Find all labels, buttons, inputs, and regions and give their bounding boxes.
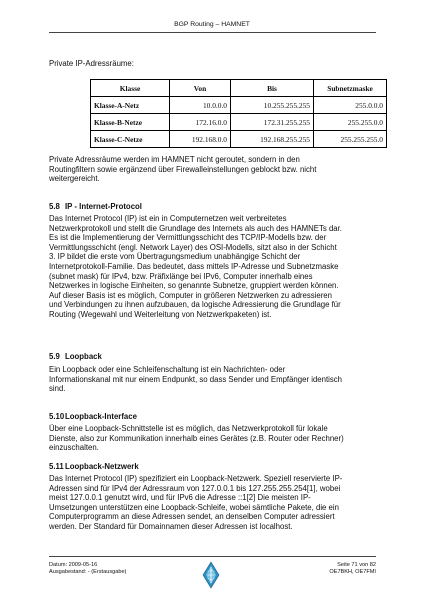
body-line: Internetprotokoll-Familie. Das bedeutet, dass mittels IP-Adresse und Subnetzmaske <box>49 261 339 271</box>
section-heading-5-9 <box>49 352 102 361</box>
section-body-5-9 <box>49 365 379 394</box>
body-line: Dienste, also zur Kommunikation innerhalb eines Gerätes (z.B. Router oder Rechner) <box>49 433 344 443</box>
table-intro-label: Private IP-Adressräume: <box>49 59 134 68</box>
footer-left <box>49 562 126 576</box>
body-line: Umsetzungen unterstützen eine Loopback-Schleife, wobei sämtliche Pakete, die ein <box>49 502 339 512</box>
table-cell-von: 172.16.0.0 <box>170 114 231 131</box>
body-line: und Verbindungen zu ihnen aufzubauen, da logische Adressierung die Grundlage für <box>49 300 341 310</box>
table-cell-klasse: Klasse-C-Netze <box>91 131 170 148</box>
table-cell-bis: 192.168.255.255 <box>231 131 314 148</box>
body-line: Vermittlungsschicht (engl. Network Layer) des OSI-Modells, sitzt also in der Schicht <box>49 242 337 252</box>
body-line: einzuschalten. <box>49 443 99 453</box>
section-body-5-8 <box>49 214 379 320</box>
body-line: (subnet mask) für IPv4, bzw. Präfixlänge bei IPv6, Computer innerhalb eines <box>49 271 313 281</box>
column-header-bis: Bis <box>231 80 314 97</box>
table-cell-von: 10.0.0.0 <box>170 97 231 114</box>
table-row <box>91 114 387 131</box>
section-title: Loopback-Interface <box>65 412 137 421</box>
private-ip-table <box>90 79 387 148</box>
table-cell-bis: 172.31.255.255 <box>231 114 314 131</box>
table-cell-subnetzmaske: 255.0.0.0 <box>314 97 387 114</box>
body-line: Das Internet Protocol (IP) spezifiziert ein Loopback-Netzwerk. Speziell reservierte IP- <box>49 474 343 483</box>
column-header-klasse: Klasse <box>91 80 170 97</box>
section-body-5-11 <box>49 474 379 532</box>
section-heading-5-11 <box>49 462 139 471</box>
table-row <box>91 131 387 148</box>
body-line: 3. IP bildet die erste vom Übertragungsmedium unabhängige Schicht der <box>49 252 301 262</box>
section-title: Loopback-Netzwerk <box>65 462 139 471</box>
body-line: Über eine Loopback-Schnittstelle ist es möglich, das Netzwerkprotokoll für lokale <box>49 424 328 433</box>
body-line: Adressen sind für IPv4 der Adressraum von 127.0.0.1 bis 127.255.255.254[1], wobei <box>49 483 341 493</box>
footer-authors: OE7BKH, OE7FMI <box>329 569 376 575</box>
table-cell-klasse: Klasse-B-Netze <box>91 114 170 131</box>
body-line: sind. <box>49 384 66 394</box>
section-number: 5.10 <box>49 412 65 421</box>
footer-date: Datum: 2009-05-16 <box>49 562 98 568</box>
body-line: Netzwerkprotokoll und stellt die Grundlage des Internets als auch des HAMNETs dar. <box>49 223 342 233</box>
body-line: Routing (Wegewahl und Weiterleitung von Netzwerkpaketen) ist. <box>49 309 272 319</box>
private-ranges-note <box>49 155 379 184</box>
table-row <box>91 97 387 114</box>
table-cell-von: 192.168.0.0 <box>170 131 231 148</box>
page-header: BGP Routing – HAMNET <box>174 21 250 28</box>
section-title: Loopback <box>65 352 102 361</box>
note-line: Routingfiltern sowie ergänzend über Firewalleinstellungen geblockt bzw. nicht <box>49 164 317 174</box>
table-header-row <box>91 80 387 97</box>
amateur-radio-logo-icon <box>202 561 220 589</box>
section-heading-5-10 <box>49 412 137 421</box>
body-line: Ein Loopback oder eine Schleifenschaltung ist ein Nachrichten- oder <box>49 365 286 374</box>
table-cell-bis: 10.255.255.255 <box>231 97 314 114</box>
footer-divider <box>49 556 376 557</box>
column-header-subnetzmaske: Subnetzmaske <box>314 80 387 97</box>
body-line: Es ist die Implementierung der Vermittlungsschicht des TCP/IP-Modells bzw. der <box>49 233 327 243</box>
section-title: IP - Internet-Protocol <box>65 202 142 211</box>
body-line: meist 127.0.0.1 genutzt wird, und für IPv6 die Adresse ::1[2] Die meisten IP- <box>49 493 311 503</box>
header-divider <box>49 32 376 33</box>
footer-edition: Ausgabestand: - (Erstausgabe) <box>49 569 127 575</box>
column-header-von: Von <box>170 80 231 97</box>
body-line: Informationskanal mit nur einem Endpunkt, so dass Sender und Empfänger identisch <box>49 374 342 384</box>
footer-page-number: Seite 71 von 82 <box>337 562 376 568</box>
note-line: Private Adressräume werden im HAMNET nicht geroutet, sondern in den <box>49 155 300 164</box>
section-number: 5.9 <box>49 352 60 361</box>
table-cell-klasse: Klasse-A-Netz <box>91 97 170 114</box>
body-line: Auf dieser Basis ist es möglich, Computer in größeren Netzwerken zu adressieren <box>49 290 332 300</box>
section-heading-5-8 <box>49 202 142 211</box>
footer-right <box>329 562 376 576</box>
table-cell-subnetzmaske: 255.255.0.0 <box>314 114 387 131</box>
section-body-5-10 <box>49 424 379 453</box>
table-cell-subnetzmaske: 255.255.255.0 <box>314 131 387 148</box>
body-line: Netzwerkes in logische Einheiten, so genannte Subnetze, gruppiert werden können. <box>49 281 339 291</box>
note-line: weitergereicht. <box>49 174 100 184</box>
section-number: 5.8 <box>49 202 60 211</box>
section-number: 5.11 <box>49 462 64 471</box>
body-line: Computerprogramm an diese Adressen sendet, an denselben Computer adressiert <box>49 512 335 522</box>
body-line: Das Internet Protocol (IP) ist ein in Computernetzen weit verbreitetes <box>49 214 287 223</box>
body-line: werden. Der Standard für Domainnamen dieser Adressen ist localhost. <box>49 521 293 531</box>
